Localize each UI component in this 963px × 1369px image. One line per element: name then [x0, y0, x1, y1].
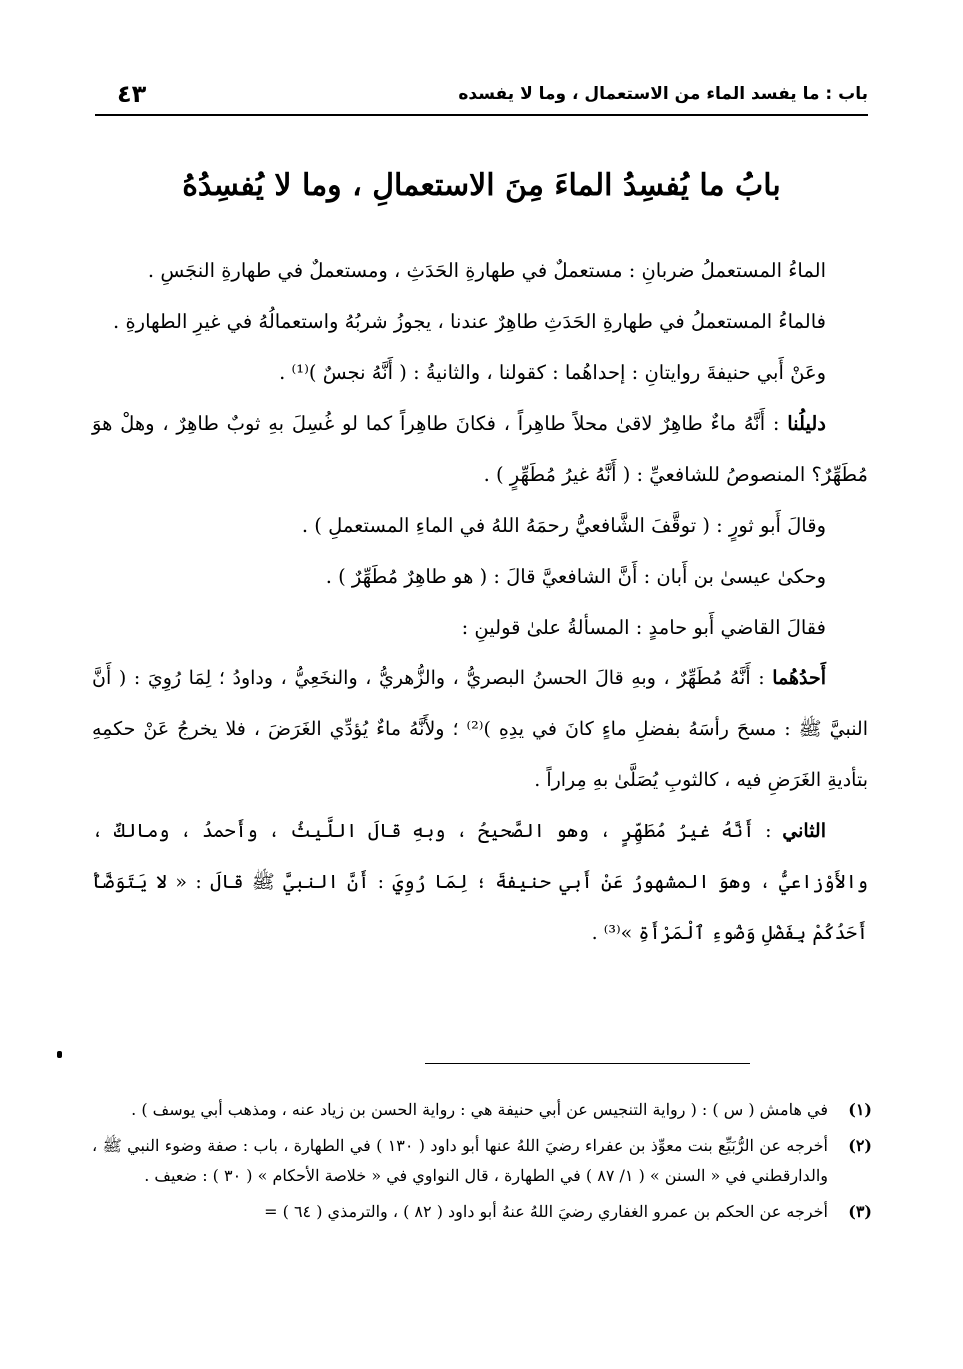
paragraph-4-text: : أَنَّهُ ماءٌ طاهِرٌ لاقىٰ محلاً طاهِراً ، فكانَ طاهِراً كما لو غُسِلَ بهِ ثوبٌ طاهِرٌ ، وهلْ هوَ مُطَهِّرٌ؟ المنصوصُ للشافعيِّ : ( أَنَّهُ غيرُ مُطَهِّرٍ ) .	[92, 412, 868, 486]
paragraph-9-lead: الثاني	[782, 820, 826, 842]
footnote-text: أخرجه عن الحكم بن عمرو الغفاري رضيَ اللهُ عنهُ أبو داود ( ٨٢ ) ، والترمذي ( ٦٤ ) =	[264, 1202, 828, 1221]
paragraph-5: وقالَ أَبو ثورٍ : ( توقَّفَ الشَّافعيُّ رحمَهُ اللهُ في الماءِ المستعملِ ) .	[301, 514, 826, 537]
paragraph-4	[92, 398, 868, 500]
footnote-2	[92, 1131, 872, 1191]
running-head: باب : ما يفسد الماء من الاستعمال ، وما لا يفسده	[458, 84, 868, 104]
paragraph-9-text: : أَنَّهُ غيرُ مُطَهِّرٍ ، وهو الصَّحيحُ ، وبهِ قالَ اللَّيثُ ، وأَحمدُ ، ومالكٌ ، والأَوْزاعيُّ ، وهوَ المشهورُ عَنْ أَبي حنيفةَ ؛ لِمَا رُوِيَ : أَنَّ النبيَّ ﷺ قالَ : « لا يَتَوَضَّأْ أَحَدُكُمْ بِفَضْلِ وَضُوءِ ٱلْمَرْأَةِ »⁽³⁾ .	[92, 820, 868, 944]
footnote-1	[92, 1095, 872, 1125]
paragraph-3: وعَنْ أَبي حنيفةَ روايتانِ : إحداهُما : كقولنا ، والثانيةُ : ( أَنَّهُ نجسٌ )⁽¹⁾ .	[279, 361, 826, 384]
paragraph-6: وحكىٰ عيسىٰ بن أَبان : أَنَّ الشافعيَّ قالَ : ( هو طاهِرٌ مُطَهِّرٌ ) .	[325, 565, 826, 588]
paragraph-2: فالماءُ المستعملُ في طهارةِ الحَدَثِ طاهِرٌ عندنا ، يجوزُ شربُهُ واستعمالُهُ في غيرِ الطهارةِ .	[113, 310, 826, 333]
footnote-number: (٢)	[848, 1136, 872, 1155]
footnote-text: أخرجه عن الرُّبَيِّع بنت معوِّذ بن عفراء رضيَ اللهُ عنها أبو داود ( ١٣٠ ) في الطهارة ، باب : صفة وضوء النبي ﷺ ، والدارقطني في « السنن » ( ١/ ٨٧ ) في الطهارة ، قال النواوي في « خلاصة الأحكام » ( ٣٠ ) : ضعيف .	[92, 1136, 828, 1185]
chapter-title: بابُ ما يُفسِدُ الماءَ مِنَ الاستعمالِ ، وما لا يُفسِدُهُ	[182, 168, 781, 203]
paragraph-4-lead: دليلُنا	[787, 412, 826, 435]
footnote-number: (١)	[848, 1100, 872, 1119]
paragraph-8	[92, 653, 868, 806]
paragraph-8-lead: أَحدُهُما	[772, 667, 826, 689]
paragraph-8-text: : أَنَّهُ مُطَهِّرٌ ، وبهِ قالَ الحسنُ البصريُّ ، والزُّهريُّ ، والنخَعِيُّ ، وداودُ ؛ لِمَا رُوِيَ : ( أَنَّ النبيَّ ﷺ : مسحَ رأسَهُ بفضلِ ماءٍ كانَ في يدِهِ )⁽²⁾ ؛ ولأَنَّهُ ماءٌ يُؤدِّي الغَرَضَ ، فلا يخرجُ عَنْ حكمِهِ بتأديةِ الغَرَضِ فيه ، كالثوبِ يُصَلَّىٰ بهِ مِراراً .	[92, 667, 868, 791]
footnote-number: (٣)	[848, 1202, 872, 1221]
footnote-text: في هامش ( س ) : ( رواية التنجيس عن أبي حنيفة هي : رواية الحسن بن زياد عنه ، ومذهب أبي يوسف ) .	[131, 1100, 828, 1119]
footnote-3	[92, 1197, 872, 1227]
main-text	[92, 245, 868, 959]
paragraph-1: الماءُ المستعملُ ضربانِ : مستعملٌ في طهارةِ الحَدَثِ ، ومستعملٌ في طهارةِ النجَسِ .	[147, 259, 826, 282]
footnotes	[92, 1095, 872, 1233]
paragraph-9	[92, 806, 868, 959]
page-number: ٤٣	[117, 80, 147, 108]
page-header	[95, 78, 868, 116]
paragraph-7: فقالَ القاضي أَبو حامدٍ : المسألةُ علىٰ قولينِ :	[461, 616, 826, 639]
margin-dot	[57, 1051, 62, 1058]
footnote-separator	[425, 1063, 750, 1064]
